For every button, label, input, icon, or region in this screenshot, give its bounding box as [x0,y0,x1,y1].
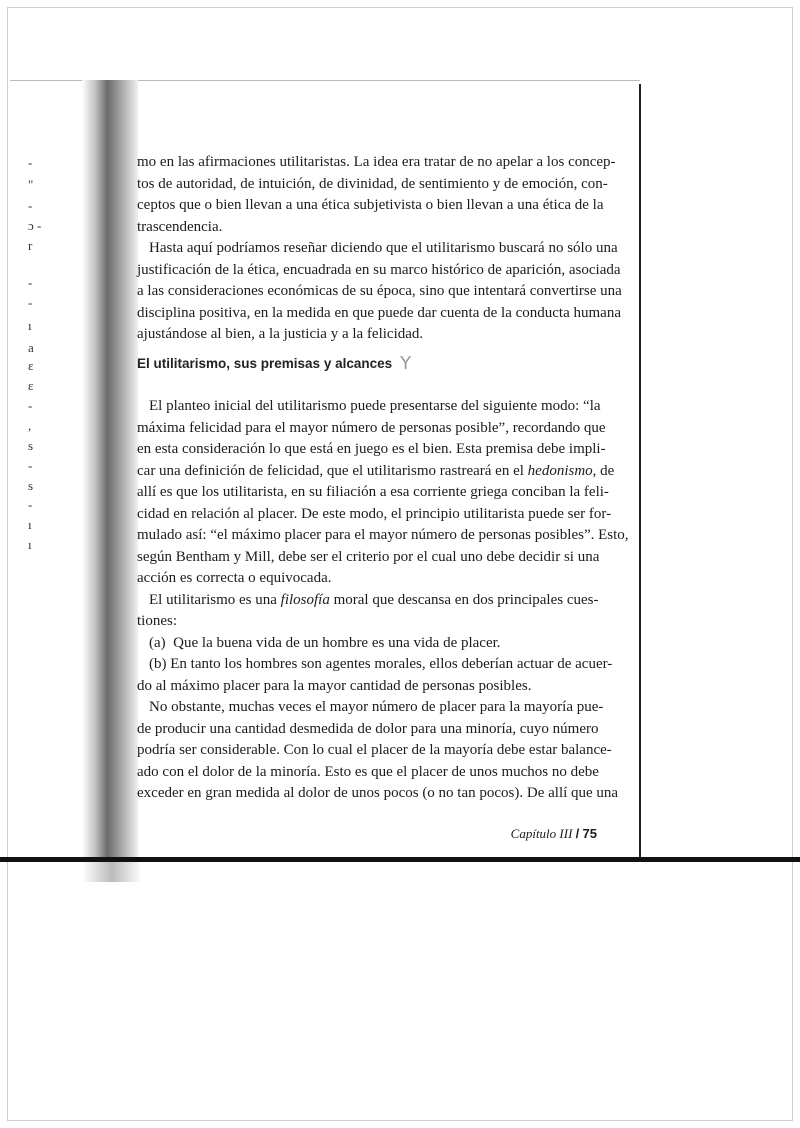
margin-fragment: ı [28,537,32,552]
scan-right-edge [639,84,641,862]
margin-fragment: - [28,497,33,512]
text-line: en esta consideración lo que está en juego es el bien. Esta premisa debe impli- [137,441,606,457]
text-line: exceder en gran medida al dolor de unos pocos (o no tan pocos). De allí que una [137,785,619,801]
page-footer [480,826,597,842]
italic-term: hedonismo [527,463,593,479]
text-line: acción es correcta o equivocada. [137,570,332,586]
text-line: mo en las afirmaciones utilitaristas. La idea era tratar de no apelar a los concep- [137,154,616,170]
chapter-label: Capítulo III [510,826,573,841]
text-line: allí es que los utilitarista, en su filiación a esa corriente griega conciban la feli- [137,484,609,500]
margin-fragment: ɛ [28,358,34,373]
page-number: 75 [582,826,597,841]
text-line: según Bentham y Mill, debe ser el criterio por el cual uno debe decidir si una [137,549,600,565]
text-line: máxima felicidad para el mayor número de personas posible”, recordando que [137,420,606,436]
text-line: mulado así: “el máximo placer para el mayor número de personas posibles”. Esto, [137,527,629,543]
text-line: El planteo inicial del utilitarismo puede presentarse del siguiente modo: “la [149,398,601,414]
margin-fragment: - [28,398,33,413]
margin-fragment: - [28,275,33,290]
list-item [149,655,613,673]
section-heading-row [137,354,411,374]
italic-term: filosofía [280,592,330,608]
margin-fragment: - [28,295,33,310]
section-heading: El utilitarismo, sus premisas y alcances [137,356,393,371]
margin-fragment: ı [28,318,32,333]
text-span: El utilitarismo es una [149,592,281,608]
text-line: trascendencia. [137,219,223,235]
margin-fragment: " [28,177,34,192]
text-line: podría ser considerable. Con lo cual el placer de la mayoría debe estar balance- [137,742,612,758]
text-line [149,591,597,609]
margin-fragment: - [28,155,33,170]
text-span: moral que descansa en dos principales cues- [329,592,599,608]
text-line: cidad en relación al placer. De este modo, el principio utilitarista puede ser for- [137,506,612,522]
margin-fragment: s [28,478,34,493]
margin-fragment: r [28,238,33,253]
margin-fragment: ɛ [28,378,34,393]
handwritten-check-mark: Y [400,353,412,374]
text-line: ajustándose al bien, a la justicia y a la felicidad. [137,326,424,342]
list-item-continuation: do al máximo placer para la mayor cantidad de personas posibles. [137,678,532,694]
footer-separator: / [575,826,580,841]
list-marker: (a) [149,635,166,651]
gutter-bottom-shadow [82,862,142,882]
text-line: a las consideraciones económicas de su época, sino que intentará convertirse una [137,283,622,299]
text-line: de producir una cantidad desmedida de dolor para una minoría, cuyo número [137,721,599,737]
text-line: disciplina positiva, en la medida en que puede dar cuenta de la conducta humana [137,305,621,321]
text-line: tos de autoridad, de intuición, de divinidad, de sentimiento y de emoción, con- [137,176,608,192]
margin-fragment: - [28,198,33,213]
margin-fragment: a [28,340,34,355]
text-line: justificación de la ética, encuadrada en su marco histórico de aparición, asociada [137,262,621,278]
book-gutter-shadow [82,80,138,860]
margin-fragment: - [28,458,33,473]
text-line: tiones: [137,613,177,629]
margin-fragment: , [28,418,32,433]
text-line: No obstante, muchas veces el mayor número de placer para la mayoría pue- [149,699,604,715]
text-line [137,462,615,480]
margin-fragment: s [28,438,34,453]
margin-fragment: ı [28,517,32,532]
margin-fragment: ɔ - [28,218,42,233]
text-line: ado con el dolor de la minoría. Esto es que el placer de unos muchos no debe [137,764,599,780]
text-line: ceptos que o bien llevan a una ética subjetivista o bien llevan a una ética de la [137,197,604,213]
text-span: , de [592,463,615,479]
text-span: car una definición de felicidad, que el utilitarismo rastreará en el [137,463,528,479]
list-text: En tanto los hombres son agentes morales, ellos deberían actuar de acuer- [170,656,613,672]
list-text: Que la buena vida de un hombre es una vida de placer. [173,635,501,651]
text-line: Hasta aquí podríamos reseñar diciendo que el utilitarismo buscará no sólo una [149,240,618,256]
list-marker: (b) [149,656,167,672]
list-item [149,634,597,652]
